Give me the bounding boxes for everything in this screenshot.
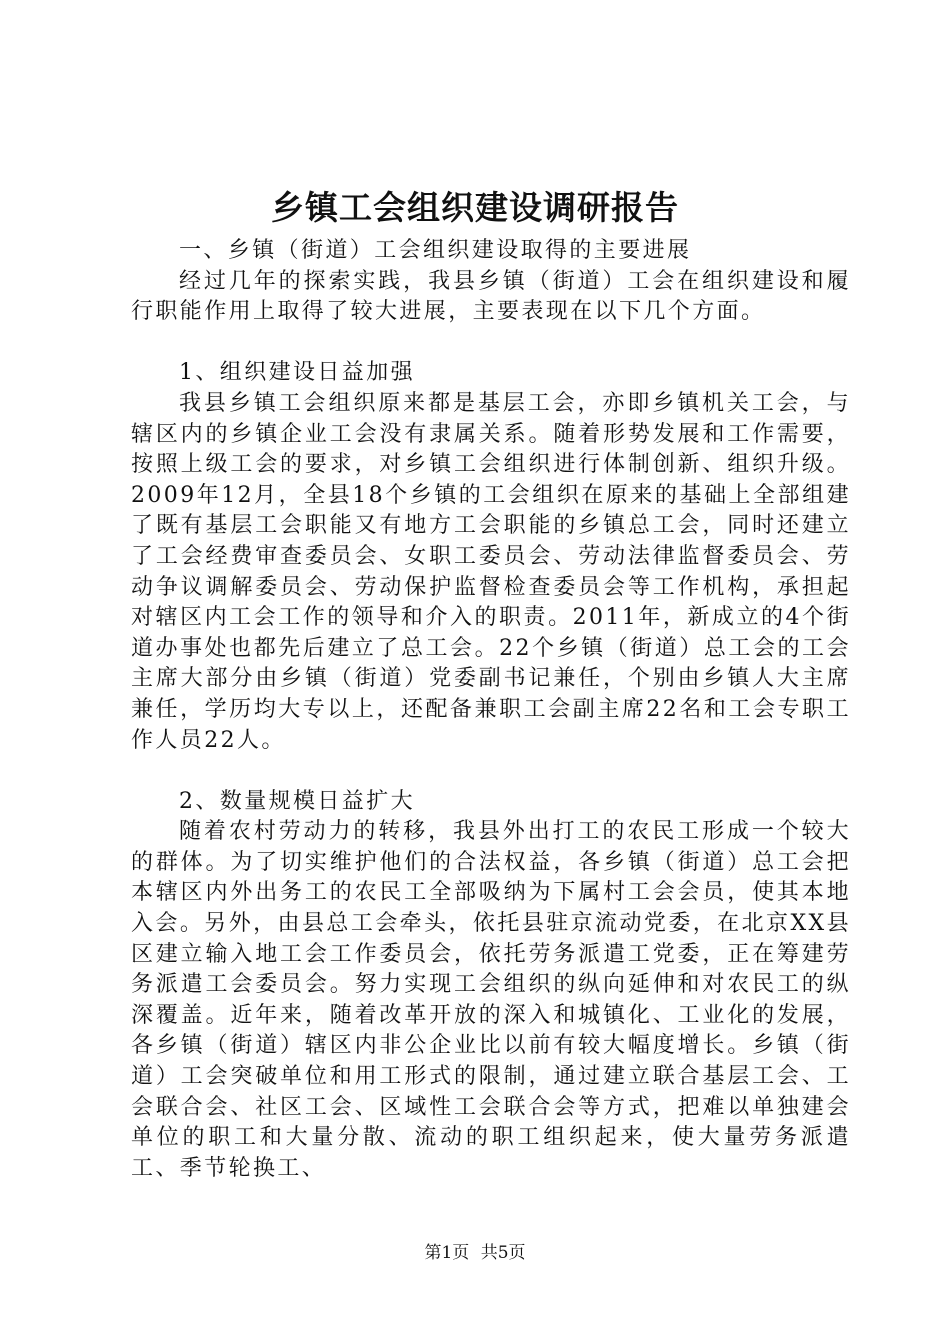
section-heading: 一、乡镇（街道）工会组织建设取得的主要进展 — [179, 238, 692, 263]
intro-paragraph: 经过几年的探索实践，我县乡镇（街道）工会在组织建设和履行职能作用上取得了较大进展，主要表现在以下几个方面。 — [131, 268, 851, 325]
subsection-heading-1: 1、组织建设日益加强 — [179, 360, 415, 386]
document-title: 乡镇工会组织建设调研报告 — [271, 188, 679, 227]
subsection-paragraph-2: 随着农村劳动力的转移，我县外出打工的农民工形成一个较大的群体。为了切实维护他们的合法权益，各乡镇（街道）总工会把本辖区内外出务工的农民工全部吸纳为下属村工会会员，使其本地入会。另外，由县总工会牵头，依托县驻京流动党委，在北京XX县区建立输入地工会工作委员会，依托劳务派遣工党委，正在筹建劳务派遣工会委员会。努力实现工会组织的纵向延伸和对农民工的纵深覆盖。近年来，随着改革开放的深入和城镇化、工业化的发展，各乡镇（街道）辖区内非公企业比以前有较大幅度增长。乡镇（街道）工会突破单位和用工形式的限制，通过建立联合基层工会、工会联合会、社区工会、区域性工会联合会等方式，把难以单独建会单位的职工和大量分散、流动的职工组织起来，使大量劳务派遣工、季节轮换工、 — [131, 819, 851, 1181]
subsection-paragraph-1: 我县乡镇工会组织原来都是基层工会，亦即乡镇机关工会，与辖区内的乡镇企业工会没有隶属关系。随着形势发展和工作需要，按照上级工会的要求，对乡镇工会组织进行体制创新、组织升级。2009年12月，全县18个乡镇的工会组织在原来的基础上全部组建了既有基层工会职能又有地方工会职能的乡镇总工会，同时还建立了工会经费审查委员会、女职工委员会、劳动法律监督委员会、劳动争议调解委员会、劳动保护监督检查委员会等工作机构，承担起对辖区内工会工作的领导和介入的职责。2011年，新成立的4个街道办事处也都先后建立了总工会。22个乡镇（街道）总工会的工会主席大部分由乡镇（街道）党委副书记兼任，个别由乡镇人大主席兼任，学历均大专以上，还配备兼职工会副主席22名和工会专职工作人员22人。 — [131, 390, 851, 753]
document-body — [131, 236, 851, 1184]
subsection-heading-2: 2、数量规模日益扩大 — [179, 788, 415, 814]
page-footer: 第1页 共5页 — [424, 1243, 526, 1263]
